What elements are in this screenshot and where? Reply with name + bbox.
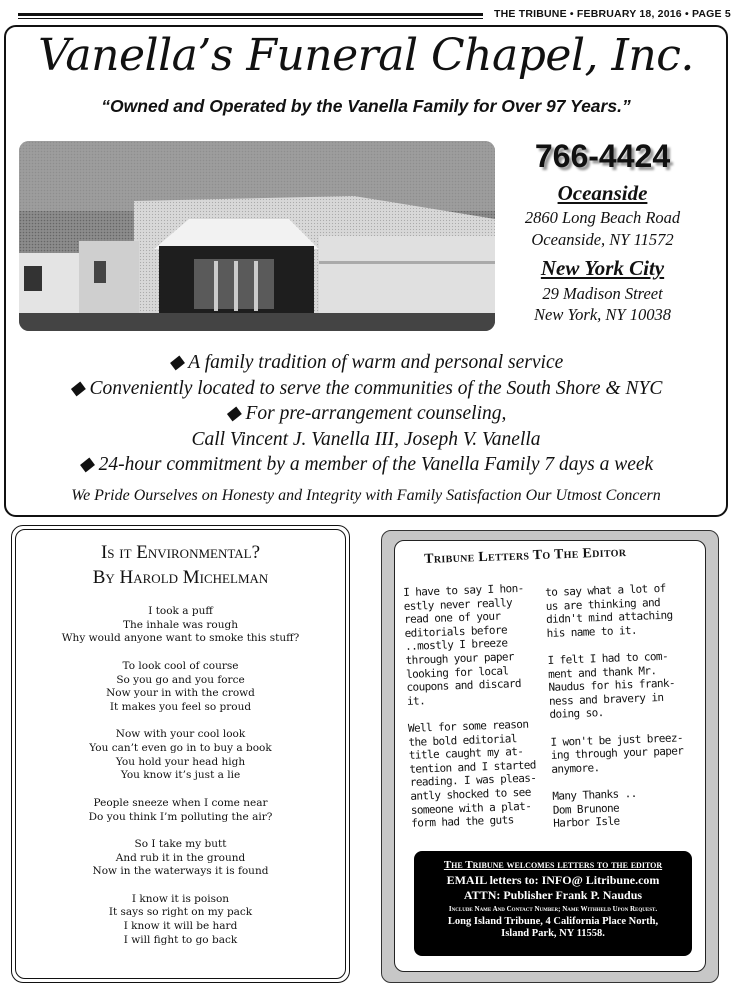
welcome-email: EMAIL letters to: INFO@ Litribune.com [446, 873, 660, 887]
poem-line: Now with your cool look [115, 728, 246, 741]
poem-heading [11, 540, 350, 590]
chapel-photo [19, 141, 495, 331]
poem-line: People sneeze when I come near [93, 796, 268, 809]
poem-line: Now your in with the crowd [106, 687, 255, 700]
header-rule-thin [18, 18, 483, 19]
poem-stanza [11, 728, 350, 783]
page-header: THE TRIBUNE • FEBRUARY 18, 2016 • PAGE 5 [494, 8, 731, 20]
welcome-attn: ATTN: Publisher Frank P. Naudus [463, 888, 643, 902]
poem-line: So you go and you force [116, 673, 245, 686]
location-name-nyc: New York City [540, 256, 665, 280]
welcome-address-line1: Long Island Tribune, 4 California Place North, [447, 916, 659, 927]
poem-line: Do you think I’m polluting the air? [88, 810, 273, 823]
poem-line: Now in the waterways it is found [92, 865, 269, 878]
poem-line: You can’t even go in to buy a book [89, 742, 272, 754]
nyc-address-line2: New York, NY 10038 [534, 305, 671, 324]
welcome-note: Include Name And Contact Number; Name Withheld Upon Request. [448, 905, 658, 913]
ad-bullet: ◆ For pre-arrangement counseling, [225, 403, 507, 424]
welcome-address [414, 916, 692, 940]
nyc-address-line1: 29 Madison Street [542, 284, 663, 303]
ad-bullet: ◆ A family tradition of warm and personal service [168, 352, 564, 373]
poem-byline: By Harold Michelman [92, 567, 269, 588]
poem-line: And rub it in the ground [115, 851, 246, 864]
letter-column-2: to say what a lot of us are thinking and didn't mind attaching his name to it. I felt I had to com- ment and thank Mr. Naudus for his frank- ness and bravery in doing so. I won't be just breez- ing through your paper anymore. Many Thanks .. Dom Brunone Harbor Isle [545, 581, 684, 830]
poem-line: I took a puff [148, 605, 213, 617]
ad-bullet: ◆ Conveniently located to serve the communities of the South Shore & NYC [69, 377, 663, 399]
oceanside-address-line1: 2860 Long Beach Road [524, 208, 681, 227]
poem-stanza [11, 605, 350, 646]
ad-bullet: Call Vincent J. Vanella III, Joseph V. Vanella [191, 428, 541, 450]
poem-line: To look cool of course [122, 659, 239, 672]
ad-tagline: “Owned and Operated by the Vanella Family for Over 97 Years.” [101, 96, 631, 116]
ad-title: Vanella’s Funeral Chapel, Inc. [38, 30, 694, 81]
poem-stanza [11, 838, 350, 879]
poem-line: You know it’s just a lie [120, 769, 241, 782]
phone-number: 766-4424 [534, 138, 671, 174]
letters-title: Tribune Letters To The Editor [424, 544, 627, 567]
poem-title: Is it Environmental? [100, 542, 261, 563]
ad-closing-line: We Pride Ourselves on Honesty and Integrity with Family Satisfaction Our Utmost Concern [71, 487, 661, 504]
welcome-heading: The Tribune welcomes letters to the editor [443, 859, 663, 871]
header-rule [18, 13, 483, 16]
poem-line: Why would anyone want to smoke this stuff? [61, 632, 300, 645]
location-name-oceanside: Oceanside [557, 181, 648, 205]
poem-line: I will fight to go back [123, 933, 238, 946]
poem-line: I know it will be hard [123, 920, 238, 933]
poem-line: So I take my butt [134, 837, 227, 850]
ad-bullet-list [4, 350, 728, 478]
poem-line: You hold your head high [115, 755, 246, 768]
poem-line: It says so right on my pack [108, 906, 253, 919]
ad-bullet: ◆ 24-hour commitment by a member of the Vanella Family 7 days a week [78, 454, 654, 475]
poem-stanza [11, 797, 350, 824]
poem-body [11, 605, 350, 961]
letter-column-1: I have to say I hon- estly never really read one of your editorials before ..mostly I breeze through your paper looking for local coupons and discard it. Well for some reason the bold editorial title caught my at- tention and I started reading. I was pleas- antly shocked to see someone with a plat- form had the guts [403, 581, 537, 830]
poem-stanza [11, 893, 350, 948]
poem-line: It makes you feel so proud [109, 700, 252, 713]
poem-line: I know it is poison [131, 892, 230, 905]
welcome-address-line2: Island Park, NY 11558. [501, 928, 605, 939]
oceanside-address-line2: Oceanside, NY 11572 [531, 230, 674, 249]
poem-line: The inhale was rough [123, 618, 238, 631]
poem-stanza [11, 660, 350, 715]
letters-submission-box [414, 851, 692, 956]
